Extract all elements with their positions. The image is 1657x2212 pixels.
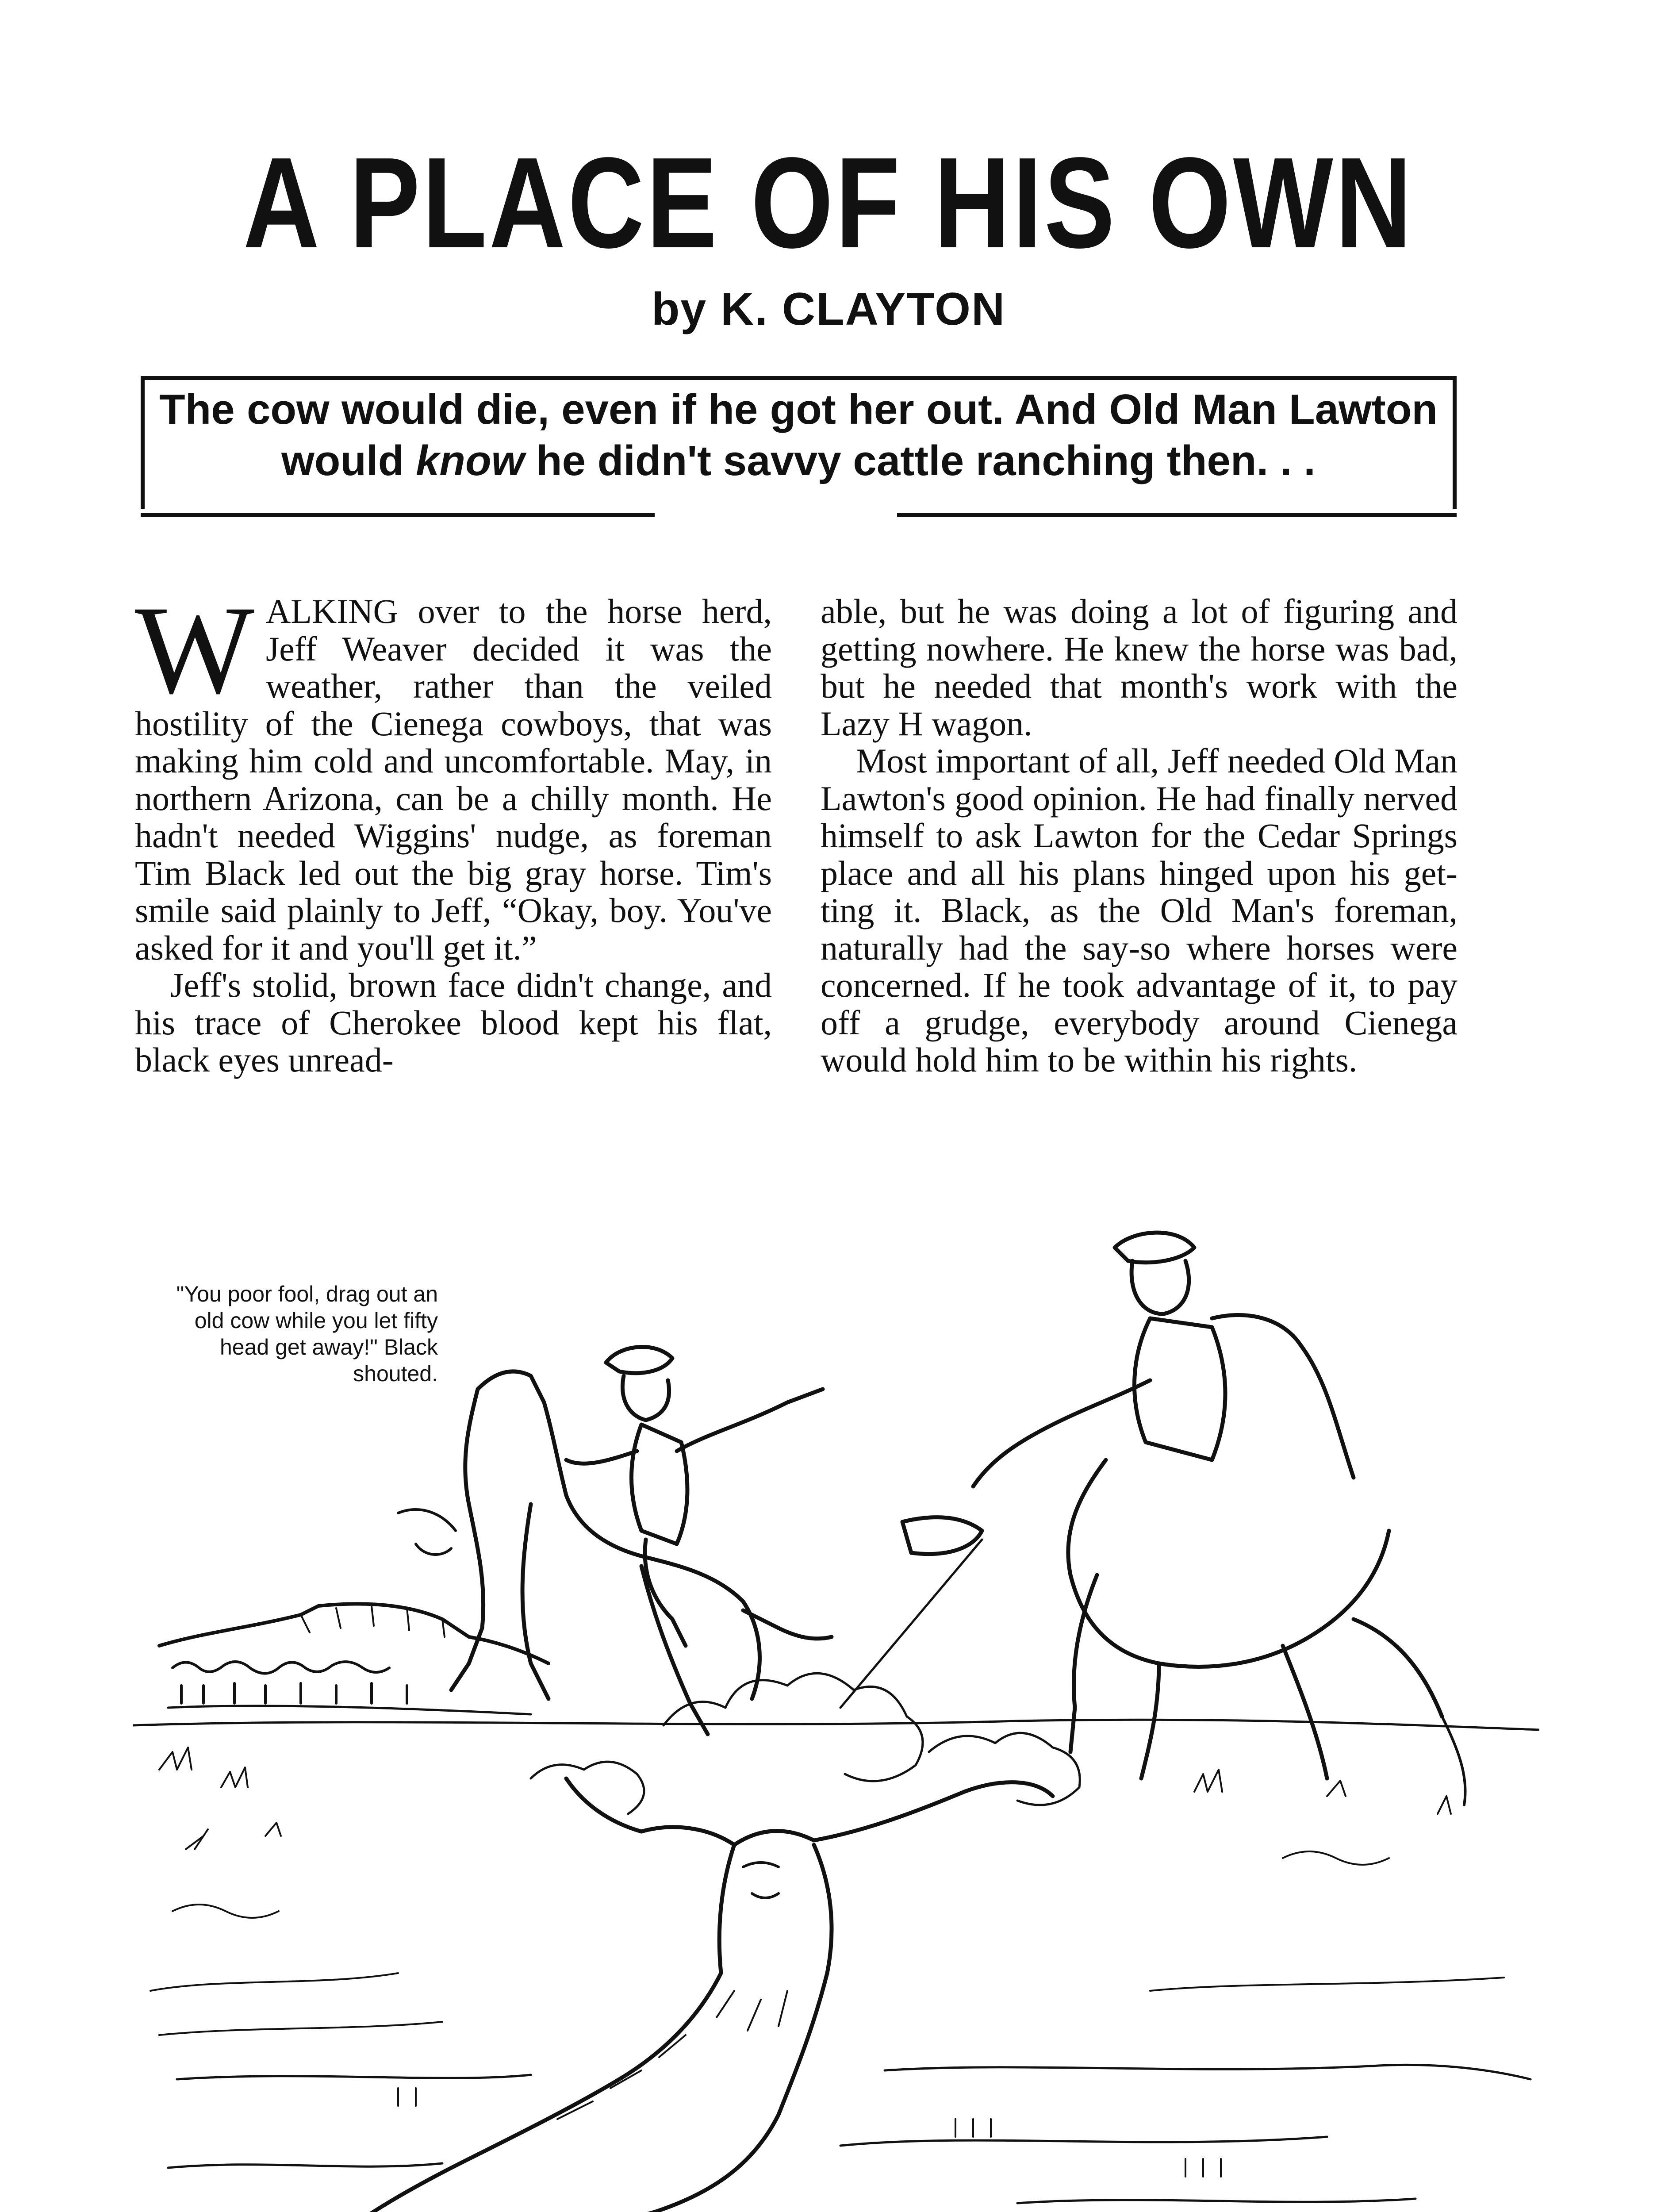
opening-paragraph-text: ALKING over to the horse herd, Jeff Weaver decided it was the weather, rather than the veiled hostility of the Cienega cowboys, that was making him cold and uncomfortable. May, in northern Arizona, can be a chilly month. He hadn't needed Wiggins' nudge, as foreman Tim Black led out the big gray horse. Tim's smile said plainly to Jeff, “Okay, boy. You've asked for it and you'll get it.” <box>135 592 772 967</box>
lariat-rope <box>840 1540 982 1708</box>
story-title: A PLACE OF HIS OWN <box>243 131 1414 275</box>
mud-bog <box>159 2065 1530 2212</box>
teaser-text-end: he didn't savvy cattle ranching then. . . <box>524 437 1316 484</box>
teaser-emphasis: know <box>416 437 525 484</box>
text-column-right <box>821 593 1458 1079</box>
paragraph: Jeff's stolid, brown face didn't change, and his trace of Cherokee blood kept his flat, black eyes unread- <box>135 966 772 1079</box>
longhorn-cow <box>336 1778 1053 2212</box>
horizon <box>133 1720 1539 1730</box>
opening-paragraph <box>135 580 772 967</box>
teaser-frame-rule-left <box>141 513 655 517</box>
paragraph-continued: able, but he was doing a lot of figuring and getting nowhere. He knew the horse was bad, but he needed that month's work with the Lazy H wagon. <box>821 592 1458 743</box>
illustration-caption: "You poor fool, drag out an old cow while you let fifty head get away!" Black shouted. <box>176 1282 438 1386</box>
left-horse-and-rider <box>398 1347 832 1734</box>
dust-clouds <box>531 1673 1080 1814</box>
story-teaser <box>159 384 1438 487</box>
teaser-text-start: The cow would die, even if he got her out. And Old Man Lawton would <box>159 386 1438 484</box>
teaser-frame-rule-right <box>897 513 1457 517</box>
distant-cattle-herd <box>168 1662 531 1714</box>
distant-mesa <box>159 1604 548 1663</box>
author-byline: by K. CLAYTON <box>651 284 1006 335</box>
text-column-left <box>135 580 772 1079</box>
paragraph: Most important of all, Jeff needed Old Man Lawton's good opinion. He had finally nerved himself to ask Lawton for the Cedar Springs place and all his plans hinged upon his getting it. Black, as the Old Man's foreman, naturally had the say-so where horses were concerned. If he took advantage of it, to pay off a grudge, everybody around Cienega would hold him to be within his rights. <box>821 741 1458 1079</box>
drop-cap: W <box>135 580 254 720</box>
